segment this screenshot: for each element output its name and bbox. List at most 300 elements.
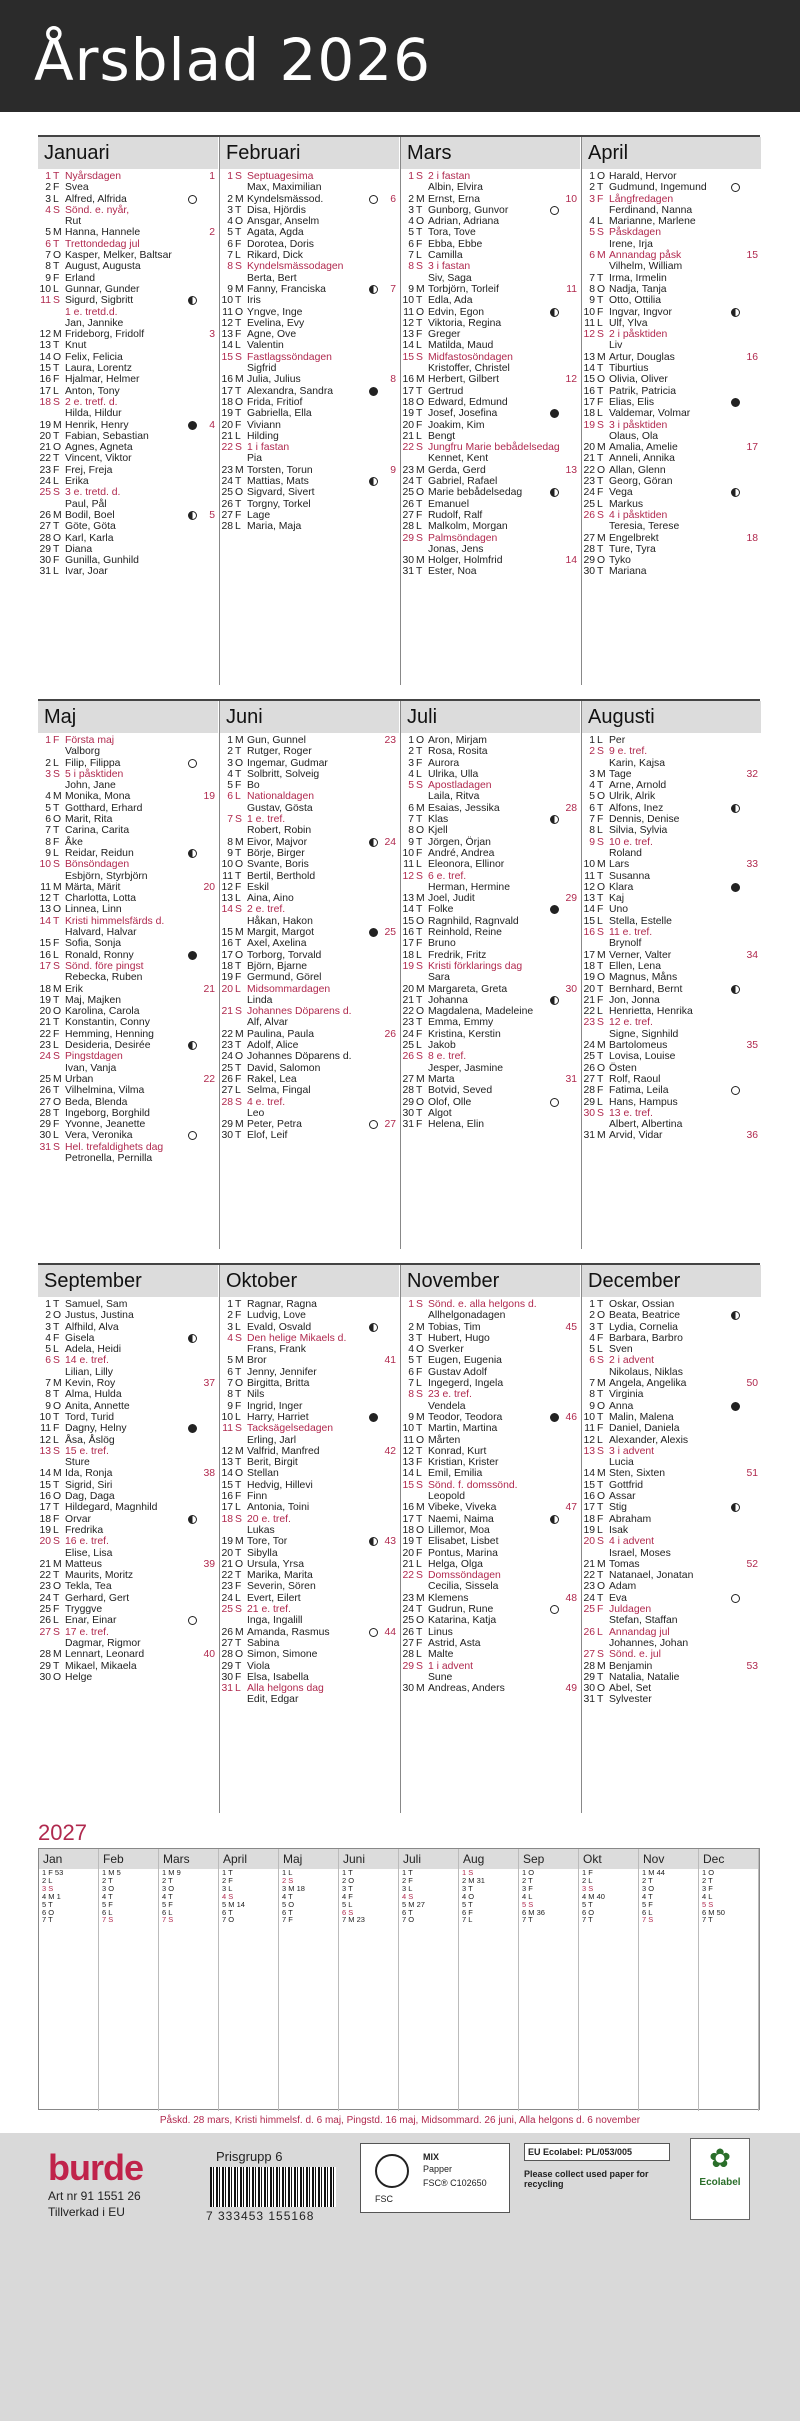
day-label: 2 e. tref. bbox=[247, 904, 286, 916]
day-label: Vega bbox=[609, 487, 633, 499]
day-label: Jungfru Marie bebådelsedag bbox=[428, 442, 560, 454]
day-row bbox=[401, 995, 580, 1006]
name-day bbox=[609, 329, 742, 352]
weekday: T bbox=[235, 498, 242, 510]
day-row bbox=[401, 1367, 580, 1378]
day-number: 25 bbox=[583, 498, 595, 510]
weekday: L bbox=[235, 983, 241, 995]
name-day bbox=[247, 1085, 380, 1096]
name-day bbox=[65, 1525, 199, 1536]
day-row bbox=[582, 769, 761, 780]
day-row bbox=[220, 521, 399, 532]
mini-month-dec bbox=[699, 1849, 759, 2111]
name-day bbox=[428, 1378, 561, 1389]
weekday: L bbox=[235, 791, 241, 803]
weekday: S bbox=[597, 329, 604, 341]
moon-full-icon bbox=[731, 1594, 740, 1603]
day-label: Antonia, Toini bbox=[247, 1502, 310, 1514]
weekday: M bbox=[235, 1119, 244, 1131]
day-label: Hans, Hampus bbox=[609, 1096, 678, 1108]
day-row bbox=[582, 465, 761, 476]
weekday: L bbox=[53, 1524, 59, 1536]
day-number: 12 bbox=[39, 1434, 51, 1446]
weekday: L bbox=[53, 385, 59, 397]
day-row bbox=[401, 1051, 580, 1074]
week-number: 43 bbox=[384, 1536, 396, 1548]
name-day bbox=[65, 566, 199, 577]
weekday: T bbox=[53, 1017, 60, 1029]
day-row bbox=[38, 1074, 218, 1085]
day-number: 11 bbox=[40, 881, 51, 893]
name-day bbox=[609, 904, 742, 915]
day-label: 3 i advent bbox=[609, 1445, 655, 1457]
name-day bbox=[609, 307, 729, 318]
name-day bbox=[247, 510, 380, 521]
name-day bbox=[247, 431, 380, 442]
weekday: T bbox=[597, 385, 604, 397]
name-day bbox=[428, 1119, 561, 1130]
day-label: Rakel, Lea bbox=[247, 1073, 297, 1085]
weekday: O bbox=[53, 814, 62, 826]
day-row bbox=[38, 995, 218, 1006]
name-day bbox=[609, 273, 742, 284]
day-number: 2 bbox=[227, 746, 233, 758]
weekday: M bbox=[53, 419, 62, 431]
day-row bbox=[582, 780, 761, 791]
day-row bbox=[220, 1661, 399, 1672]
day-label: Esaias, Jessika bbox=[428, 802, 500, 814]
day-label: Alexander, Alexis bbox=[609, 1434, 689, 1446]
mini-day: 2 T bbox=[162, 1875, 173, 1885]
day-row bbox=[401, 1108, 580, 1119]
day-label: Bruno bbox=[428, 938, 456, 950]
day-number: 25 bbox=[39, 1604, 51, 1616]
name-day bbox=[65, 284, 199, 295]
day-row bbox=[38, 1435, 218, 1446]
day-label: Lillemor, Moa bbox=[428, 1524, 490, 1536]
day-row bbox=[220, 950, 399, 961]
mini-day: 6 O bbox=[42, 1907, 55, 1917]
day-row bbox=[582, 453, 761, 464]
day-row bbox=[220, 1581, 399, 1592]
day-number: 22 bbox=[402, 442, 414, 454]
week-number: 22 bbox=[203, 1073, 215, 1085]
name-day bbox=[247, 284, 367, 295]
day-label: André, Andrea bbox=[428, 847, 495, 859]
mini-day: 5 M 14 bbox=[222, 1899, 245, 1909]
moon-new-icon bbox=[731, 398, 740, 407]
weekday: L bbox=[597, 1626, 603, 1638]
mini-day: 3 O bbox=[102, 1883, 115, 1893]
day-number: 5 bbox=[227, 227, 233, 239]
day-row bbox=[220, 227, 399, 238]
weekday: O bbox=[597, 1683, 606, 1695]
weekday: T bbox=[416, 566, 423, 578]
day-sublabel: Halvard, Halvar bbox=[65, 927, 137, 939]
name-day bbox=[609, 1604, 742, 1627]
name-day bbox=[247, 961, 380, 972]
day-row bbox=[401, 1322, 580, 1333]
weekday: O bbox=[235, 487, 244, 499]
day-number: 11 bbox=[222, 870, 233, 882]
day-row bbox=[38, 837, 218, 848]
mini-day: 3 O bbox=[162, 1883, 175, 1893]
day-number: 29 bbox=[402, 1096, 414, 1108]
day-label: Ingvar, Ingvor bbox=[609, 306, 672, 318]
day-number: 14 bbox=[221, 340, 233, 352]
name-day bbox=[247, 1468, 380, 1479]
name-day bbox=[65, 352, 199, 363]
weekday: F bbox=[597, 306, 604, 318]
day-number: 15 bbox=[221, 351, 233, 363]
day-label: Finn bbox=[247, 1491, 268, 1503]
day-row bbox=[38, 1142, 218, 1165]
weekday: S bbox=[597, 746, 604, 758]
day-number: 28 bbox=[583, 1085, 595, 1097]
day-label: Tiburtius bbox=[609, 363, 649, 375]
week-number: 28 bbox=[565, 802, 577, 814]
weekday: L bbox=[235, 250, 241, 262]
month-name: Februari bbox=[220, 137, 399, 169]
name-day bbox=[609, 1570, 742, 1581]
name-day bbox=[247, 340, 380, 351]
day-row bbox=[220, 499, 399, 510]
weekday: M bbox=[53, 1073, 62, 1085]
name-day bbox=[609, 453, 742, 464]
weekday: O bbox=[53, 1400, 62, 1412]
weekday: T bbox=[416, 1513, 423, 1525]
name-day bbox=[65, 984, 199, 995]
day-number: 19 bbox=[221, 408, 233, 420]
day-sublabel: Robert, Robin bbox=[247, 825, 312, 837]
day-number: 1 bbox=[408, 1299, 414, 1310]
weekday: T bbox=[597, 453, 604, 465]
day-label: Per bbox=[609, 735, 626, 746]
week-number: 15 bbox=[746, 250, 758, 262]
day-label: Alfons, Inez bbox=[609, 802, 664, 814]
weekday: S bbox=[416, 171, 423, 182]
weekday: T bbox=[53, 543, 60, 555]
day-row bbox=[582, 1649, 761, 1660]
weekday: F bbox=[235, 1400, 242, 1412]
name-day bbox=[247, 386, 367, 397]
day-label: Karolina, Carola bbox=[65, 1006, 140, 1018]
day-row bbox=[220, 871, 399, 882]
mini-day: 1 T bbox=[402, 1868, 413, 1877]
name-day bbox=[609, 814, 742, 825]
day-number: 26 bbox=[39, 509, 51, 521]
weekday: L bbox=[416, 340, 422, 352]
day-label: Gertrud bbox=[428, 385, 464, 397]
name-day bbox=[609, 1097, 742, 1108]
weekday: T bbox=[235, 746, 242, 758]
weekday: F bbox=[53, 1332, 60, 1344]
day-row bbox=[582, 1423, 761, 1434]
day-number: 22 bbox=[402, 1006, 414, 1018]
day-number: 19 bbox=[221, 1536, 233, 1548]
weekday: T bbox=[53, 453, 60, 465]
day-label: Hedvig, Hillevi bbox=[247, 1479, 313, 1491]
day-row bbox=[220, 859, 399, 870]
name-day bbox=[609, 893, 742, 904]
name-day bbox=[247, 442, 380, 465]
mini-day: 2 T bbox=[522, 1875, 533, 1885]
day-label: Hubert, Hugo bbox=[428, 1332, 490, 1344]
day-number: 2 bbox=[227, 1310, 233, 1322]
day-label: 6 e. tref. bbox=[428, 870, 467, 882]
day-row bbox=[401, 318, 580, 329]
day-number: 8 bbox=[589, 1389, 595, 1401]
day-label: August, Augusta bbox=[65, 261, 141, 273]
day-row bbox=[401, 329, 580, 340]
weekday: M bbox=[597, 768, 606, 780]
name-day bbox=[247, 791, 380, 814]
weekday: F bbox=[597, 1423, 604, 1435]
name-day bbox=[247, 1457, 380, 1468]
name-day bbox=[65, 476, 199, 487]
day-label: Evert, Eilert bbox=[247, 1592, 301, 1604]
weekday: T bbox=[53, 363, 60, 375]
day-label: Sofia, Sonja bbox=[65, 938, 122, 950]
name-day bbox=[65, 171, 199, 182]
day-row bbox=[220, 1299, 399, 1310]
day-row bbox=[38, 295, 218, 306]
name-day bbox=[65, 1378, 199, 1389]
weekday: L bbox=[53, 476, 59, 488]
name-day bbox=[247, 1559, 380, 1570]
day-row bbox=[582, 499, 761, 510]
mini-day: 4 L bbox=[522, 1891, 533, 1901]
day-row bbox=[582, 194, 761, 217]
weekday: L bbox=[53, 757, 59, 769]
weekday: T bbox=[416, 408, 423, 420]
name-day bbox=[65, 1097, 199, 1108]
name-day bbox=[65, 769, 199, 792]
day-label: Agnes, Agneta bbox=[65, 442, 133, 454]
day-label: Bodil, Boel bbox=[65, 509, 115, 521]
day-row bbox=[220, 1355, 399, 1366]
day-number: 1 bbox=[408, 735, 414, 746]
weekday: F bbox=[53, 182, 60, 194]
name-day bbox=[247, 194, 367, 205]
day-number: 25 bbox=[221, 487, 233, 499]
day-row bbox=[220, 386, 399, 397]
day-number: 20 bbox=[402, 1547, 414, 1559]
day-number: 4 bbox=[408, 1344, 414, 1356]
day-label: Tacksägelsedagen bbox=[247, 1423, 334, 1435]
name-day bbox=[65, 1029, 199, 1040]
day-label: Elof, Leif bbox=[247, 1130, 288, 1142]
day-row bbox=[220, 769, 399, 780]
weekday: M bbox=[53, 791, 62, 803]
mini-day: 3 S bbox=[42, 1883, 54, 1893]
day-row bbox=[401, 431, 580, 442]
weekday: L bbox=[416, 949, 422, 961]
mini-day: 1 M 9 bbox=[162, 1868, 181, 1877]
day-row bbox=[220, 1412, 399, 1423]
mini-month-sep bbox=[519, 1849, 579, 2111]
day-row bbox=[220, 1367, 399, 1378]
day-number: 22 bbox=[583, 1570, 595, 1582]
mini-day: 1 F bbox=[582, 1868, 593, 1877]
mini-month-juli bbox=[399, 1849, 459, 2111]
day-number: 6 bbox=[589, 802, 595, 814]
weekday: F bbox=[53, 272, 60, 284]
weekday: L bbox=[416, 1558, 422, 1570]
weekday: O bbox=[416, 1615, 425, 1627]
day-number: 24 bbox=[583, 1040, 595, 1052]
name-day bbox=[247, 1333, 380, 1356]
name-day bbox=[65, 1570, 199, 1581]
day-label: Joel, Judit bbox=[428, 893, 475, 905]
month-name: September bbox=[38, 1265, 218, 1297]
day-row bbox=[38, 194, 218, 205]
day-sublabel: Edit, Edgar bbox=[247, 1694, 299, 1706]
day-row bbox=[38, 1344, 218, 1355]
day-label: Oskar, Ossian bbox=[609, 1299, 675, 1310]
day-number: 27 bbox=[39, 521, 51, 533]
mini-day: 1 O bbox=[522, 1868, 535, 1877]
weekday: F bbox=[235, 780, 242, 792]
day-label: Elisabet, Lisbet bbox=[428, 1536, 499, 1548]
name-day bbox=[609, 1130, 742, 1141]
day-sublabel: Elise, Lisa bbox=[65, 1547, 113, 1559]
weekday: O bbox=[416, 396, 425, 408]
day-label: Yvonne, Jeanette bbox=[65, 1119, 146, 1131]
weekday: L bbox=[597, 216, 603, 228]
day-number: 24 bbox=[583, 1592, 595, 1604]
day-number: 18 bbox=[402, 1524, 414, 1536]
week-number: 48 bbox=[565, 1592, 577, 1604]
day-row bbox=[401, 555, 580, 566]
day-number: 30 bbox=[39, 1130, 51, 1142]
day-row bbox=[220, 261, 399, 284]
mini-day: 5 F bbox=[102, 1899, 113, 1909]
weekday: O bbox=[416, 216, 425, 228]
day-number: 5 bbox=[408, 227, 414, 239]
day-label: Tord, Turid bbox=[65, 1411, 115, 1423]
day-number: 12 bbox=[402, 870, 414, 882]
day-number: 8 bbox=[45, 1389, 51, 1401]
weekday: T bbox=[416, 1332, 423, 1344]
day-row bbox=[220, 1310, 399, 1321]
day-label: Solbritt, Solveig bbox=[247, 768, 320, 780]
day-number: 9 bbox=[589, 836, 595, 848]
day-label: Gunborg, Gunvor bbox=[428, 204, 509, 216]
day-number: 6 bbox=[589, 250, 595, 262]
day-number: 27 bbox=[583, 532, 595, 544]
name-day bbox=[247, 1581, 380, 1592]
day-number: 26 bbox=[402, 1051, 414, 1063]
day-row bbox=[220, 1559, 399, 1570]
day-label: Ansgar, Anselm bbox=[247, 216, 320, 228]
weekday: T bbox=[597, 870, 604, 882]
day-row bbox=[582, 1627, 761, 1650]
day-label: 14 e. tref. bbox=[65, 1355, 109, 1367]
moon-half-icon bbox=[369, 285, 378, 294]
day-number: 8 bbox=[45, 261, 51, 273]
day-row bbox=[401, 1604, 580, 1615]
name-day bbox=[428, 1649, 561, 1660]
day-number: 19 bbox=[402, 1536, 414, 1548]
day-number: 7 bbox=[408, 1378, 414, 1390]
day-row bbox=[401, 194, 580, 205]
day-number: 5 bbox=[408, 1355, 414, 1367]
day-label: Märta, Märit bbox=[65, 881, 121, 893]
day-number: 19 bbox=[39, 1524, 51, 1536]
day-row bbox=[582, 476, 761, 487]
day-row bbox=[401, 386, 580, 397]
day-row bbox=[220, 1333, 399, 1356]
mini-day: 3 L bbox=[222, 1883, 233, 1893]
day-number: 25 bbox=[221, 1062, 233, 1074]
day-label: 2 e. tretf. d. bbox=[65, 396, 118, 408]
name-day bbox=[65, 1344, 199, 1355]
name-day bbox=[65, 239, 199, 250]
weekday: T bbox=[235, 870, 242, 882]
name-day bbox=[428, 261, 561, 284]
day-row bbox=[582, 284, 761, 295]
name-day bbox=[609, 533, 742, 544]
day-label: 15 e. tref. bbox=[65, 1445, 109, 1457]
day-label: Lydia, Cornelia bbox=[609, 1321, 678, 1333]
weekday: F bbox=[416, 238, 423, 250]
day-label: Linnea, Linn bbox=[65, 904, 122, 916]
day-label: Pingstdagen bbox=[65, 1051, 123, 1063]
day-row bbox=[582, 1085, 761, 1096]
name-day bbox=[428, 961, 561, 984]
day-row bbox=[220, 1638, 399, 1649]
day-sublabel: Erling, Jarl bbox=[247, 1434, 297, 1446]
day-row bbox=[582, 1401, 761, 1412]
day-row bbox=[220, 758, 399, 769]
weekday: T bbox=[416, 1085, 423, 1097]
name-day bbox=[247, 1514, 380, 1537]
weekday: S bbox=[53, 396, 60, 408]
day-number: 14 bbox=[402, 1468, 414, 1480]
day-row bbox=[220, 250, 399, 261]
weekday: F bbox=[597, 1332, 604, 1344]
day-number: 11 bbox=[222, 306, 233, 318]
moon-new-icon bbox=[188, 1424, 197, 1433]
day-number: 2 bbox=[408, 193, 414, 205]
name-day bbox=[428, 566, 561, 577]
day-number: 4 bbox=[227, 768, 233, 780]
weekday: L bbox=[416, 250, 422, 262]
weekday: T bbox=[235, 1547, 242, 1559]
day-row bbox=[401, 499, 580, 510]
weekday: O bbox=[235, 1468, 244, 1480]
name-day bbox=[65, 803, 199, 814]
name-day bbox=[428, 1457, 561, 1468]
day-row bbox=[582, 1581, 761, 1592]
day-number: 1 bbox=[45, 171, 51, 182]
week-number: 6 bbox=[390, 193, 396, 205]
name-day bbox=[428, 1615, 561, 1626]
name-day bbox=[428, 1322, 561, 1333]
weekday: S bbox=[53, 1141, 60, 1153]
weekday: L bbox=[53, 847, 59, 859]
day-label: Monika, Mona bbox=[65, 791, 131, 803]
weekday: T bbox=[235, 847, 242, 859]
weekday: S bbox=[597, 1649, 604, 1661]
holiday-footnote: Påskd. 28 mars, Kristi himmelsf. d. 6 maj, Pingstd. 16 maj, Midsommard. 26 juni, Alla helgons d. 6 november bbox=[159, 2115, 641, 2126]
name-day bbox=[609, 1627, 742, 1650]
day-label: Konrad, Kurt bbox=[428, 1445, 487, 1457]
day-row bbox=[582, 1017, 761, 1040]
name-day bbox=[65, 1322, 199, 1333]
day-row bbox=[38, 453, 218, 464]
